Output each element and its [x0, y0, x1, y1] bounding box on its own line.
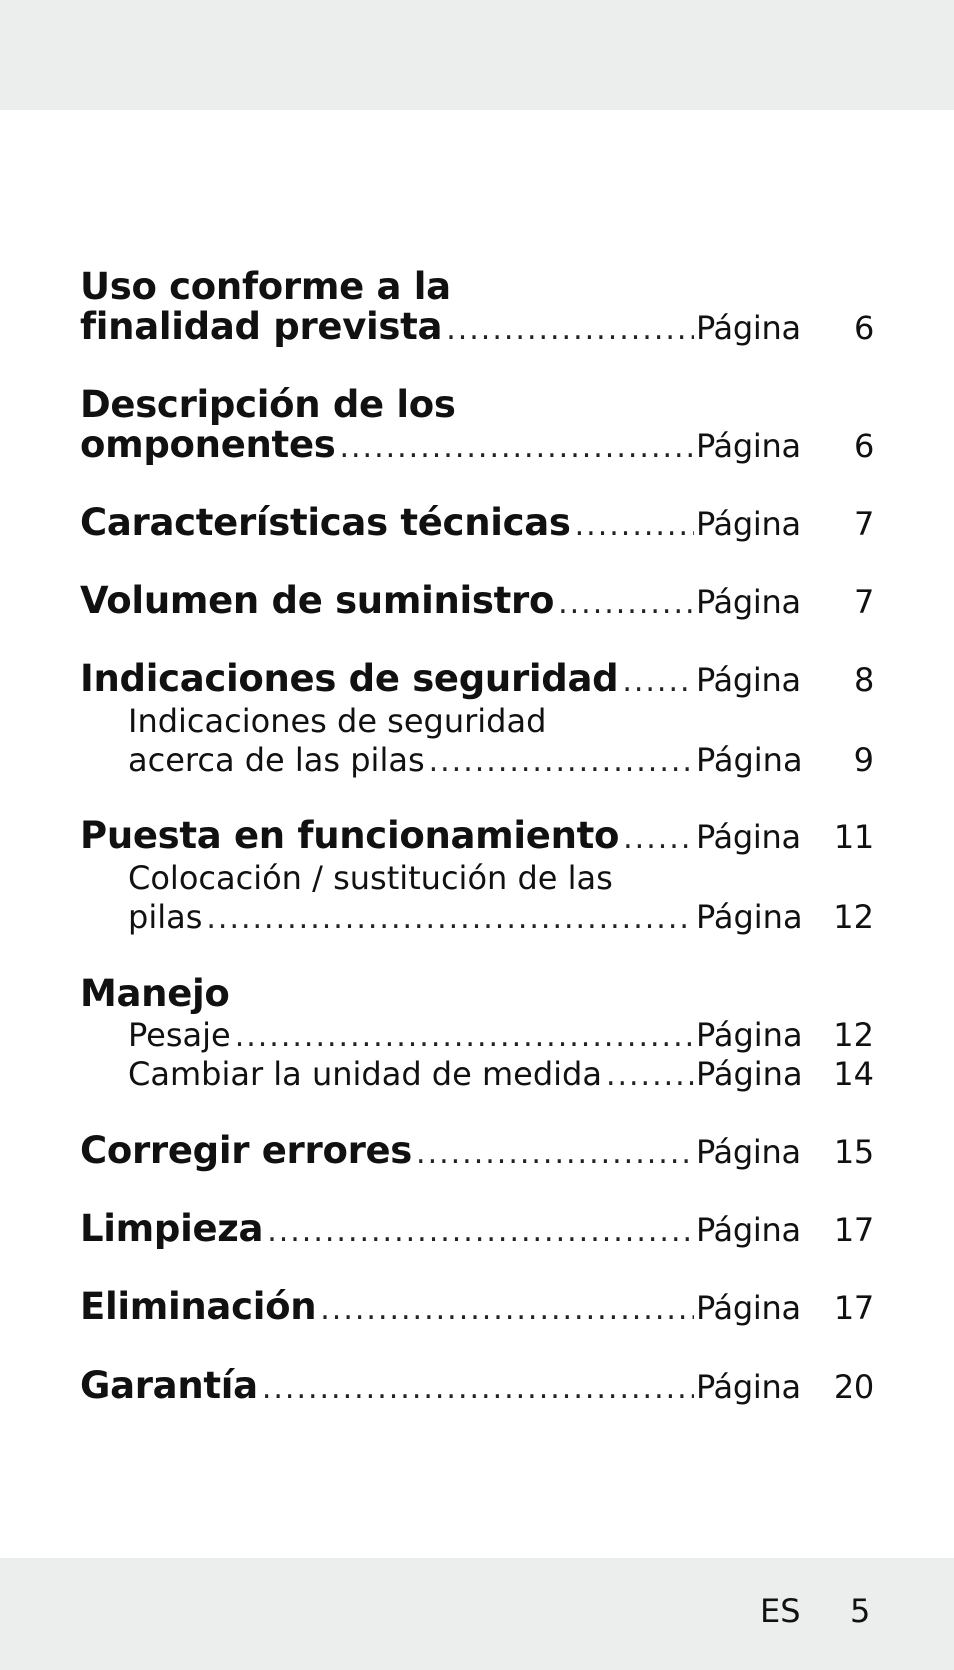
dot-leader: [316, 1292, 694, 1327]
page-label: Página: [696, 741, 803, 779]
page-label: Página: [696, 1368, 801, 1406]
page-label: Página: [696, 898, 803, 936]
toc-entry-uso-conforme-line1: [80, 265, 874, 308]
page-number: 20: [833, 1368, 874, 1406]
page-label: Página: [696, 1289, 801, 1327]
toc-entry-caracteristicas[interactable]: [80, 501, 874, 544]
page-label: Página: [696, 505, 801, 543]
page-number: 7: [853, 505, 874, 543]
page-number: 15: [833, 1133, 874, 1171]
page-number: 8: [853, 661, 874, 699]
toc-title: Indicaciones de seguridad: [80, 657, 619, 700]
toc-title: Puesta en funcionamiento: [80, 814, 620, 857]
dot-leader: [335, 430, 694, 465]
toc-title: Pesaje: [128, 1016, 231, 1054]
toc-title: Indicaciones de seguridad: [128, 702, 547, 740]
page-number: 7: [853, 583, 874, 621]
toc-title: omponentes: [80, 423, 336, 466]
dot-leader: [412, 1136, 694, 1171]
toc-title: acerca de las pilas: [128, 741, 425, 779]
toc-title: Uso conforme a la: [80, 265, 451, 308]
toc-subentry-colocacion-line1: [128, 859, 874, 897]
footer-language: ES: [760, 1592, 801, 1630]
dot-leader: [571, 508, 694, 543]
toc-title: Cambiar la unidad de medida: [128, 1055, 602, 1093]
toc-subentry-unidad[interactable]: [128, 1055, 874, 1093]
toc-subentry-pilas-line1: [128, 702, 874, 740]
toc-title: Corregir errores: [80, 1129, 413, 1172]
page-number: 14: [833, 1055, 874, 1093]
page-label: Página: [696, 309, 801, 347]
footer-page-number: 5: [850, 1592, 871, 1630]
toc-title: Manejo: [80, 972, 230, 1015]
toc-title: Descripción de los: [80, 383, 456, 426]
page-number: 6: [853, 309, 874, 347]
toc-entry-descripcion-line1: [80, 383, 874, 426]
toc-entry-eliminacion[interactable]: [80, 1285, 874, 1328]
page-number: 17: [833, 1211, 874, 1249]
footer-band: [0, 1558, 954, 1670]
toc-entry-volumen[interactable]: [80, 579, 874, 622]
toc-entry-manejo[interactable]: [80, 972, 874, 1015]
toc-subentry-pesaje[interactable]: [128, 1016, 874, 1054]
page-label: Página: [696, 583, 801, 621]
toc-entry-uso-conforme[interactable]: [80, 305, 874, 348]
page-label: Página: [696, 1133, 801, 1171]
toc-subentry-pilas[interactable]: [128, 741, 874, 779]
toc-title: Limpieza: [80, 1207, 264, 1250]
toc-title: Volumen de suministro: [80, 579, 555, 622]
page-number: 11: [833, 818, 874, 856]
dot-leader: [263, 1214, 694, 1249]
toc-title: Características técnicas: [80, 501, 571, 544]
toc-entry-limpieza[interactable]: [80, 1207, 874, 1250]
page-number: 6: [853, 427, 874, 465]
toc-entry-corregir[interactable]: [80, 1129, 874, 1172]
toc-title: Eliminación: [80, 1285, 317, 1328]
page-number: 12: [833, 898, 874, 936]
page-label: Página: [696, 1055, 803, 1093]
toc-title: pilas: [128, 898, 203, 936]
page-label: Página: [696, 818, 801, 856]
dot-leader: [425, 744, 694, 779]
page-number: 17: [833, 1289, 874, 1327]
dot-leader: [618, 664, 694, 699]
dot-leader: [442, 312, 694, 347]
toc-title: Colocación / sustitución de las: [128, 859, 613, 897]
page-label: Página: [696, 661, 801, 699]
dot-leader: [258, 1371, 694, 1406]
dot-leader: [231, 1019, 694, 1054]
dot-leader: [554, 586, 694, 621]
toc-title: Garantía: [80, 1364, 258, 1407]
dot-leader: [202, 901, 694, 936]
toc-title: finalidad prevista: [80, 305, 443, 348]
page-number: 12: [833, 1016, 874, 1054]
page-label: Página: [696, 1016, 803, 1054]
dot-leader: [619, 821, 694, 856]
page-label: Página: [696, 1211, 801, 1249]
dot-leader: [602, 1058, 694, 1093]
toc-entry-indicaciones[interactable]: [80, 657, 874, 700]
toc-entry-garantia[interactable]: [80, 1364, 874, 1407]
page-number: 9: [853, 741, 874, 779]
toc-entry-puesta[interactable]: [80, 814, 874, 857]
page-label: Página: [696, 427, 801, 465]
toc-entry-descripcion[interactable]: [80, 423, 874, 466]
toc-subentry-colocacion[interactable]: [128, 898, 874, 936]
